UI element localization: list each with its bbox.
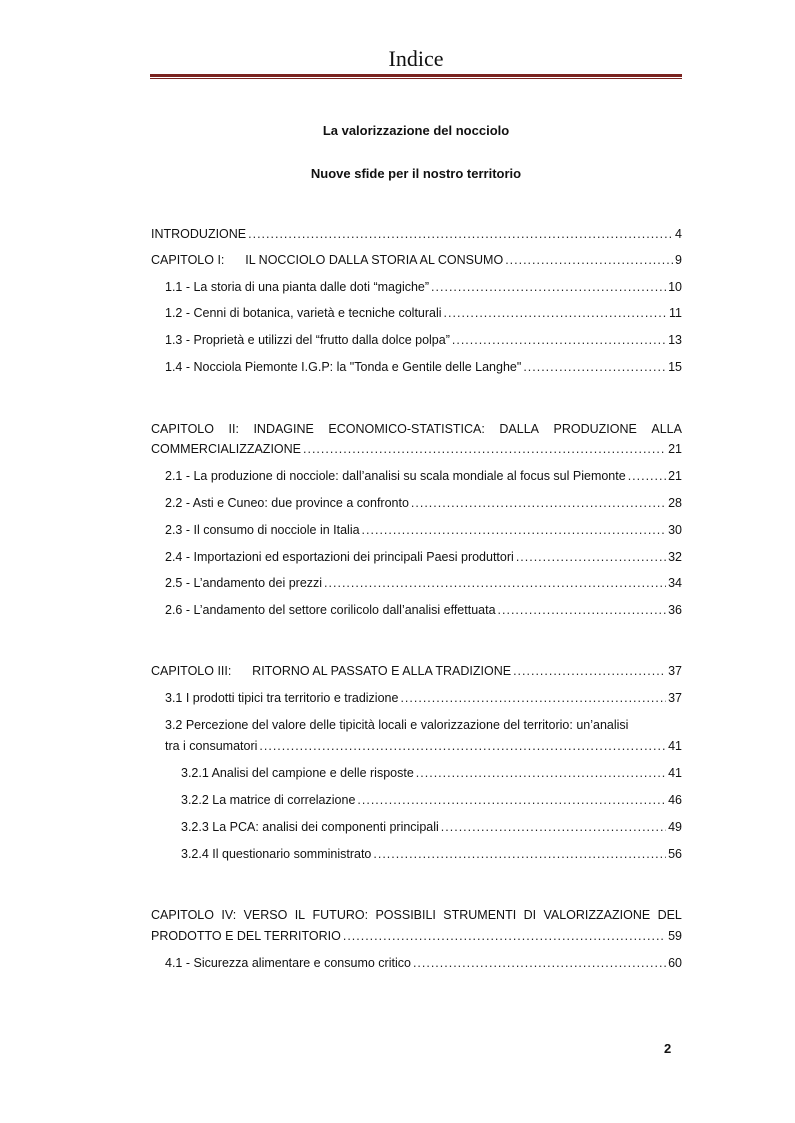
toc-entry-label: PRODOTTO E DEL TERRITORIO <box>151 929 341 943</box>
toc-entry-page: 28 <box>668 496 682 510</box>
toc-entry-label: CAPITOLO III: RITORNO AL PASSATO E ALLA TRADIZIONE <box>151 664 512 678</box>
heading-word: ALLA <box>651 422 682 436</box>
dot-leader <box>431 279 666 296</box>
toc-entry-label: 3.1 I prodotti tipici tra territorio e tradizione <box>165 691 399 705</box>
toc-entry-page: 36 <box>668 603 682 617</box>
heading-word: DEL <box>657 908 682 922</box>
toc-entry-3-2-2[interactable] <box>181 792 682 809</box>
heading-word: DI <box>523 908 537 922</box>
toc-entry-3-2-4[interactable] <box>181 846 682 863</box>
toc-entry-introduzione[interactable] <box>151 226 682 243</box>
heading-word: IV: <box>221 908 237 922</box>
toc-entry-page: 13 <box>668 333 682 347</box>
heading-word: POSSIBILI <box>375 908 436 922</box>
toc-entry-page: 46 <box>668 793 682 807</box>
toc-entry-3-2-3[interactable] <box>181 819 682 836</box>
toc-entry-label: 2.4 - Importazioni ed esportazioni dei principali Paesi produttori <box>165 550 514 564</box>
document-subtitle: Nuove sfide per il nostro territorio <box>310 166 522 181</box>
dot-leader <box>362 522 667 539</box>
toc-entry-label: 2.2 - Asti e Cuneo: due province a confronto <box>165 496 409 510</box>
toc-entry-page: 41 <box>668 739 682 753</box>
toc-entry-3-2[interactable] <box>165 738 682 755</box>
dot-leader <box>411 495 666 512</box>
toc-entry-page: 21 <box>668 442 682 456</box>
dot-leader <box>373 846 666 863</box>
toc-entry-page: 21 <box>668 469 682 483</box>
toc-entry-2-5[interactable] <box>165 575 682 592</box>
toc-entry-4-1[interactable] <box>165 955 682 972</box>
toc-entry-1-2[interactable] <box>165 305 682 322</box>
toc-entry-label: 4.1 - Sicurezza alimentare e consumo critico <box>165 956 411 970</box>
toc-entry-page: 32 <box>668 550 682 564</box>
toc-entry-label: 2.6 - L’andamento del settore corilicolo dall’analisi effettuata <box>165 603 496 617</box>
toc-entry-2-6[interactable] <box>165 602 682 619</box>
toc-entry-2-3[interactable] <box>165 522 682 539</box>
heading-word: FUTURO: <box>312 908 369 922</box>
toc-entry-label: INTRODUZIONE <box>151 227 247 241</box>
toc-entry-page: 37 <box>668 691 682 705</box>
heading-word: STRUMENTI <box>443 908 517 922</box>
toc-entry-1-1[interactable] <box>165 279 682 296</box>
toc-entry-label: 1.1 - La storia di una pianta dalle doti “magiche” <box>165 280 430 294</box>
toc-entry-page: 15 <box>668 360 682 374</box>
dot-leader <box>303 441 666 458</box>
toc-entry-label: 2.3 - Il consumo di nocciole in Italia <box>165 523 360 537</box>
heading-word: PRODUZIONE <box>553 422 637 436</box>
toc-entry-label: 3.2.2 La matrice di correlazione <box>181 793 356 807</box>
toc-entry-page: 41 <box>668 766 682 780</box>
toc-entry-2-4[interactable] <box>165 549 682 566</box>
toc-entry-label: CAPITOLO I: IL NOCCIOLO DALLA STORIA AL CONSUMO <box>151 253 504 267</box>
toc-entry-label: tra i consumatori <box>165 739 258 753</box>
toc-entry-page: 30 <box>668 523 682 537</box>
toc-entry-page: 56 <box>668 847 682 861</box>
toc-entry-label: 1.2 - Cenni di botanica, varietà e tecniche colturali <box>165 306 442 320</box>
heading-word: ECONOMICO-STATISTICA: <box>328 422 485 436</box>
toc-entry-capitolo-4-line1[interactable] <box>151 907 682 924</box>
dot-leader <box>416 765 666 782</box>
toc-entry-page: 49 <box>668 820 682 834</box>
toc-entry-2-1[interactable] <box>165 468 682 485</box>
toc-entry-3-1[interactable] <box>165 690 682 707</box>
dot-leader <box>248 226 673 243</box>
toc-entry-2-2[interactable] <box>165 495 682 512</box>
toc-entry-capitolo-2[interactable] <box>151 441 682 458</box>
page-number: 2 <box>664 1041 672 1056</box>
toc-entry-label: 1.3 - Proprietà e utilizzi del “frutto dalla dolce polpa” <box>165 333 450 347</box>
heading-word: CAPITOLO <box>151 908 214 922</box>
toc-entry-label: COMMERCIALIZZAZIONE <box>151 442 302 456</box>
dot-leader <box>413 955 666 972</box>
toc-entry-3-2-1[interactable] <box>181 765 682 782</box>
toc-entry-capitolo-4[interactable] <box>151 928 682 945</box>
toc-entry-page: 37 <box>668 664 682 678</box>
toc-entry-label: 3.2.1 Analisi del campione e delle risposte <box>181 766 414 780</box>
dot-leader <box>628 468 666 485</box>
dot-leader <box>444 305 667 322</box>
heading-word: CAPITOLO <box>151 422 214 436</box>
dot-leader <box>523 359 666 376</box>
toc-entry-1-3[interactable] <box>165 332 682 349</box>
heading-word: IL <box>294 908 306 922</box>
toc-entry-page: 34 <box>668 576 682 590</box>
toc-entry-label: 3.2.4 Il questionario somministrato <box>181 847 372 861</box>
toc-entry-page: 11 <box>669 306 682 320</box>
toc-entry-label: 2.5 - L’andamento dei prezzi <box>165 576 323 590</box>
dot-leader <box>400 690 666 707</box>
toc-entry-page: 59 <box>668 929 682 943</box>
dot-leader <box>324 575 666 592</box>
heading-word: VERSO <box>243 908 288 922</box>
toc-entry-3-2-line1[interactable]: 3.2 Percezione del valore delle tipicità locali e valorizzazione del territorio: un’analisi <box>165 718 629 732</box>
dot-leader <box>441 819 666 836</box>
dot-leader <box>513 663 666 680</box>
dot-leader <box>343 928 666 945</box>
dot-leader <box>505 252 673 269</box>
toc-entry-page: 60 <box>668 956 682 970</box>
toc-entry-label: 3.2.3 La PCA: analisi dei componenti principali <box>181 820 439 834</box>
header-title: Indice <box>388 46 444 71</box>
dot-leader <box>452 332 666 349</box>
heading-word: INDAGINE <box>253 422 314 436</box>
toc-entry-label: 2.1 - La produzione di nocciole: dall’analisi su scala mondiale al focus sul Piemonte <box>165 469 626 483</box>
toc-entry-label: 1.4 - Nocciola Piemonte I.G.P: la "Tonda e Gentile delle Langhe" <box>165 360 522 374</box>
dot-leader <box>357 792 666 809</box>
dot-leader <box>498 602 667 619</box>
heading-word: II: <box>228 422 239 436</box>
toc-entry-capitolo-2-line1[interactable] <box>151 421 682 438</box>
toc-entry-1-4[interactable] <box>165 359 682 376</box>
toc-entry-page: 9 <box>675 253 682 267</box>
document-title: La valorizzazione del nocciolo <box>322 123 510 138</box>
toc-entry-page: 4 <box>675 227 682 241</box>
dot-leader <box>259 738 666 755</box>
heading-word: DALLA <box>499 422 539 436</box>
dot-leader <box>516 549 666 566</box>
toc-entry-capitolo-3[interactable] <box>151 663 682 680</box>
toc-entry-page: 10 <box>668 280 682 294</box>
heading-word: VALORIZZAZIONE <box>543 908 651 922</box>
toc-entry-capitolo-1[interactable] <box>151 252 682 269</box>
